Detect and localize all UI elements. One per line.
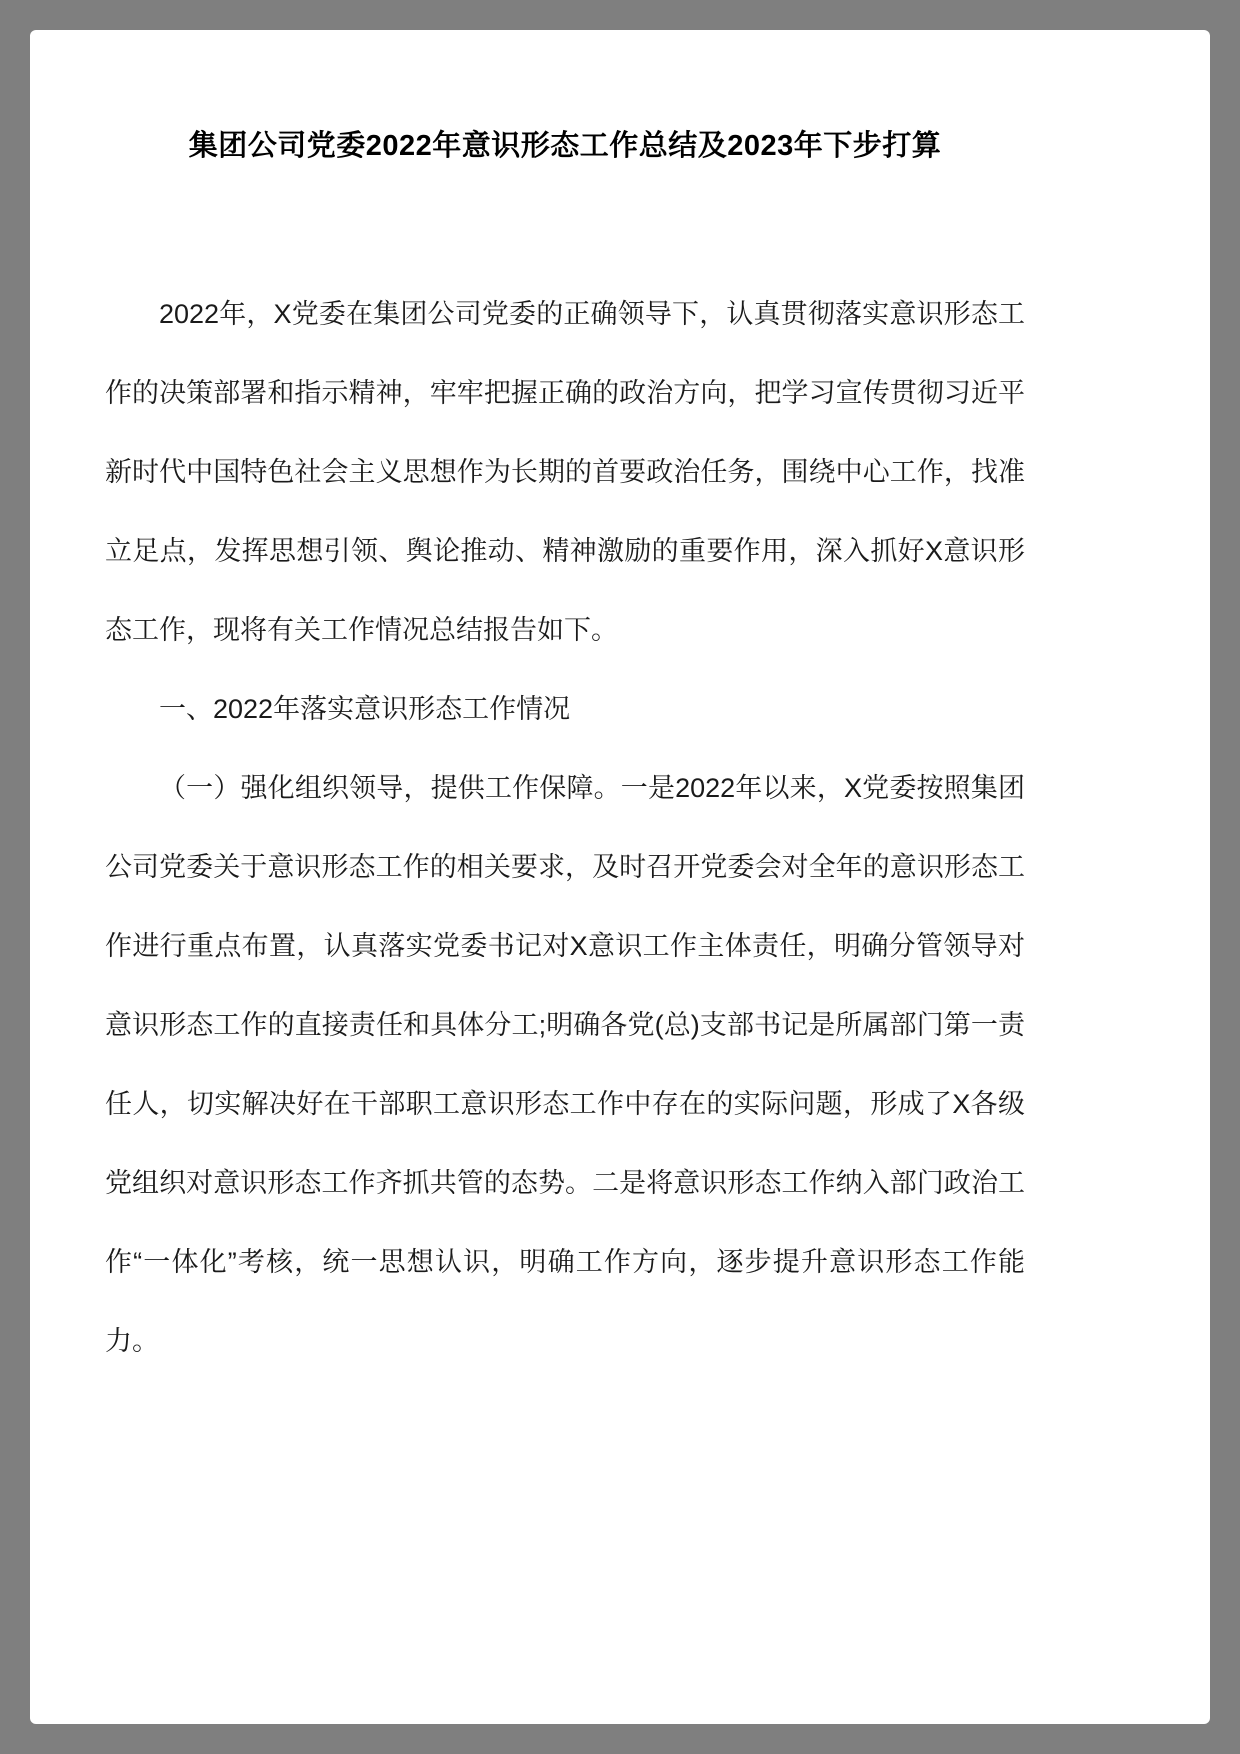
document-page [30,30,1210,1724]
document-body [105,275,1025,1381]
section-heading: 一、2022年落实意识形态工作情况 [159,694,571,724]
paragraph: 2022年，X党委在集团公司党委的正确领导下，认真贯彻落实意识形态工作的决策部署和指示精神，牢牢把握正确的政治方向，把学习宣传贯彻习近平新时代中国特色社会主义思想作为长期的首要政治任务，围绕中心工作，找准立足点，发挥思想引领、舆论推动、精神激励的重要作用，深入抓好X意识形态工作，现将有关工作情况总结报告如下。 [105,299,1025,645]
paragraph: （一）强化组织领导，提供工作保障。一是2022年以来，X党委按照集团公司党委关于意识形态工作的相关要求，及时召开党委会对全年的意识形态工作进行重点布置，认真落实党委书记对X意识工作主体责任，明确分管领导对意识形态工作的直接责任和具体分工;明确各党(总)支部书记是所属部门第一责任人，切实解决好在干部职工意识形态工作中存在的实际问题，形成了X各级党组织对意识形态工作齐抓共管的态势。二是将意识形态工作纳入部门政治工作“一体化”考核，统一思想认识，明确工作方向，逐步提升意识形态工作能力。 [105,773,1025,1356]
document-title: 集团公司党委2022年意识形态工作总结及2023年下步打算 [188,130,942,162]
